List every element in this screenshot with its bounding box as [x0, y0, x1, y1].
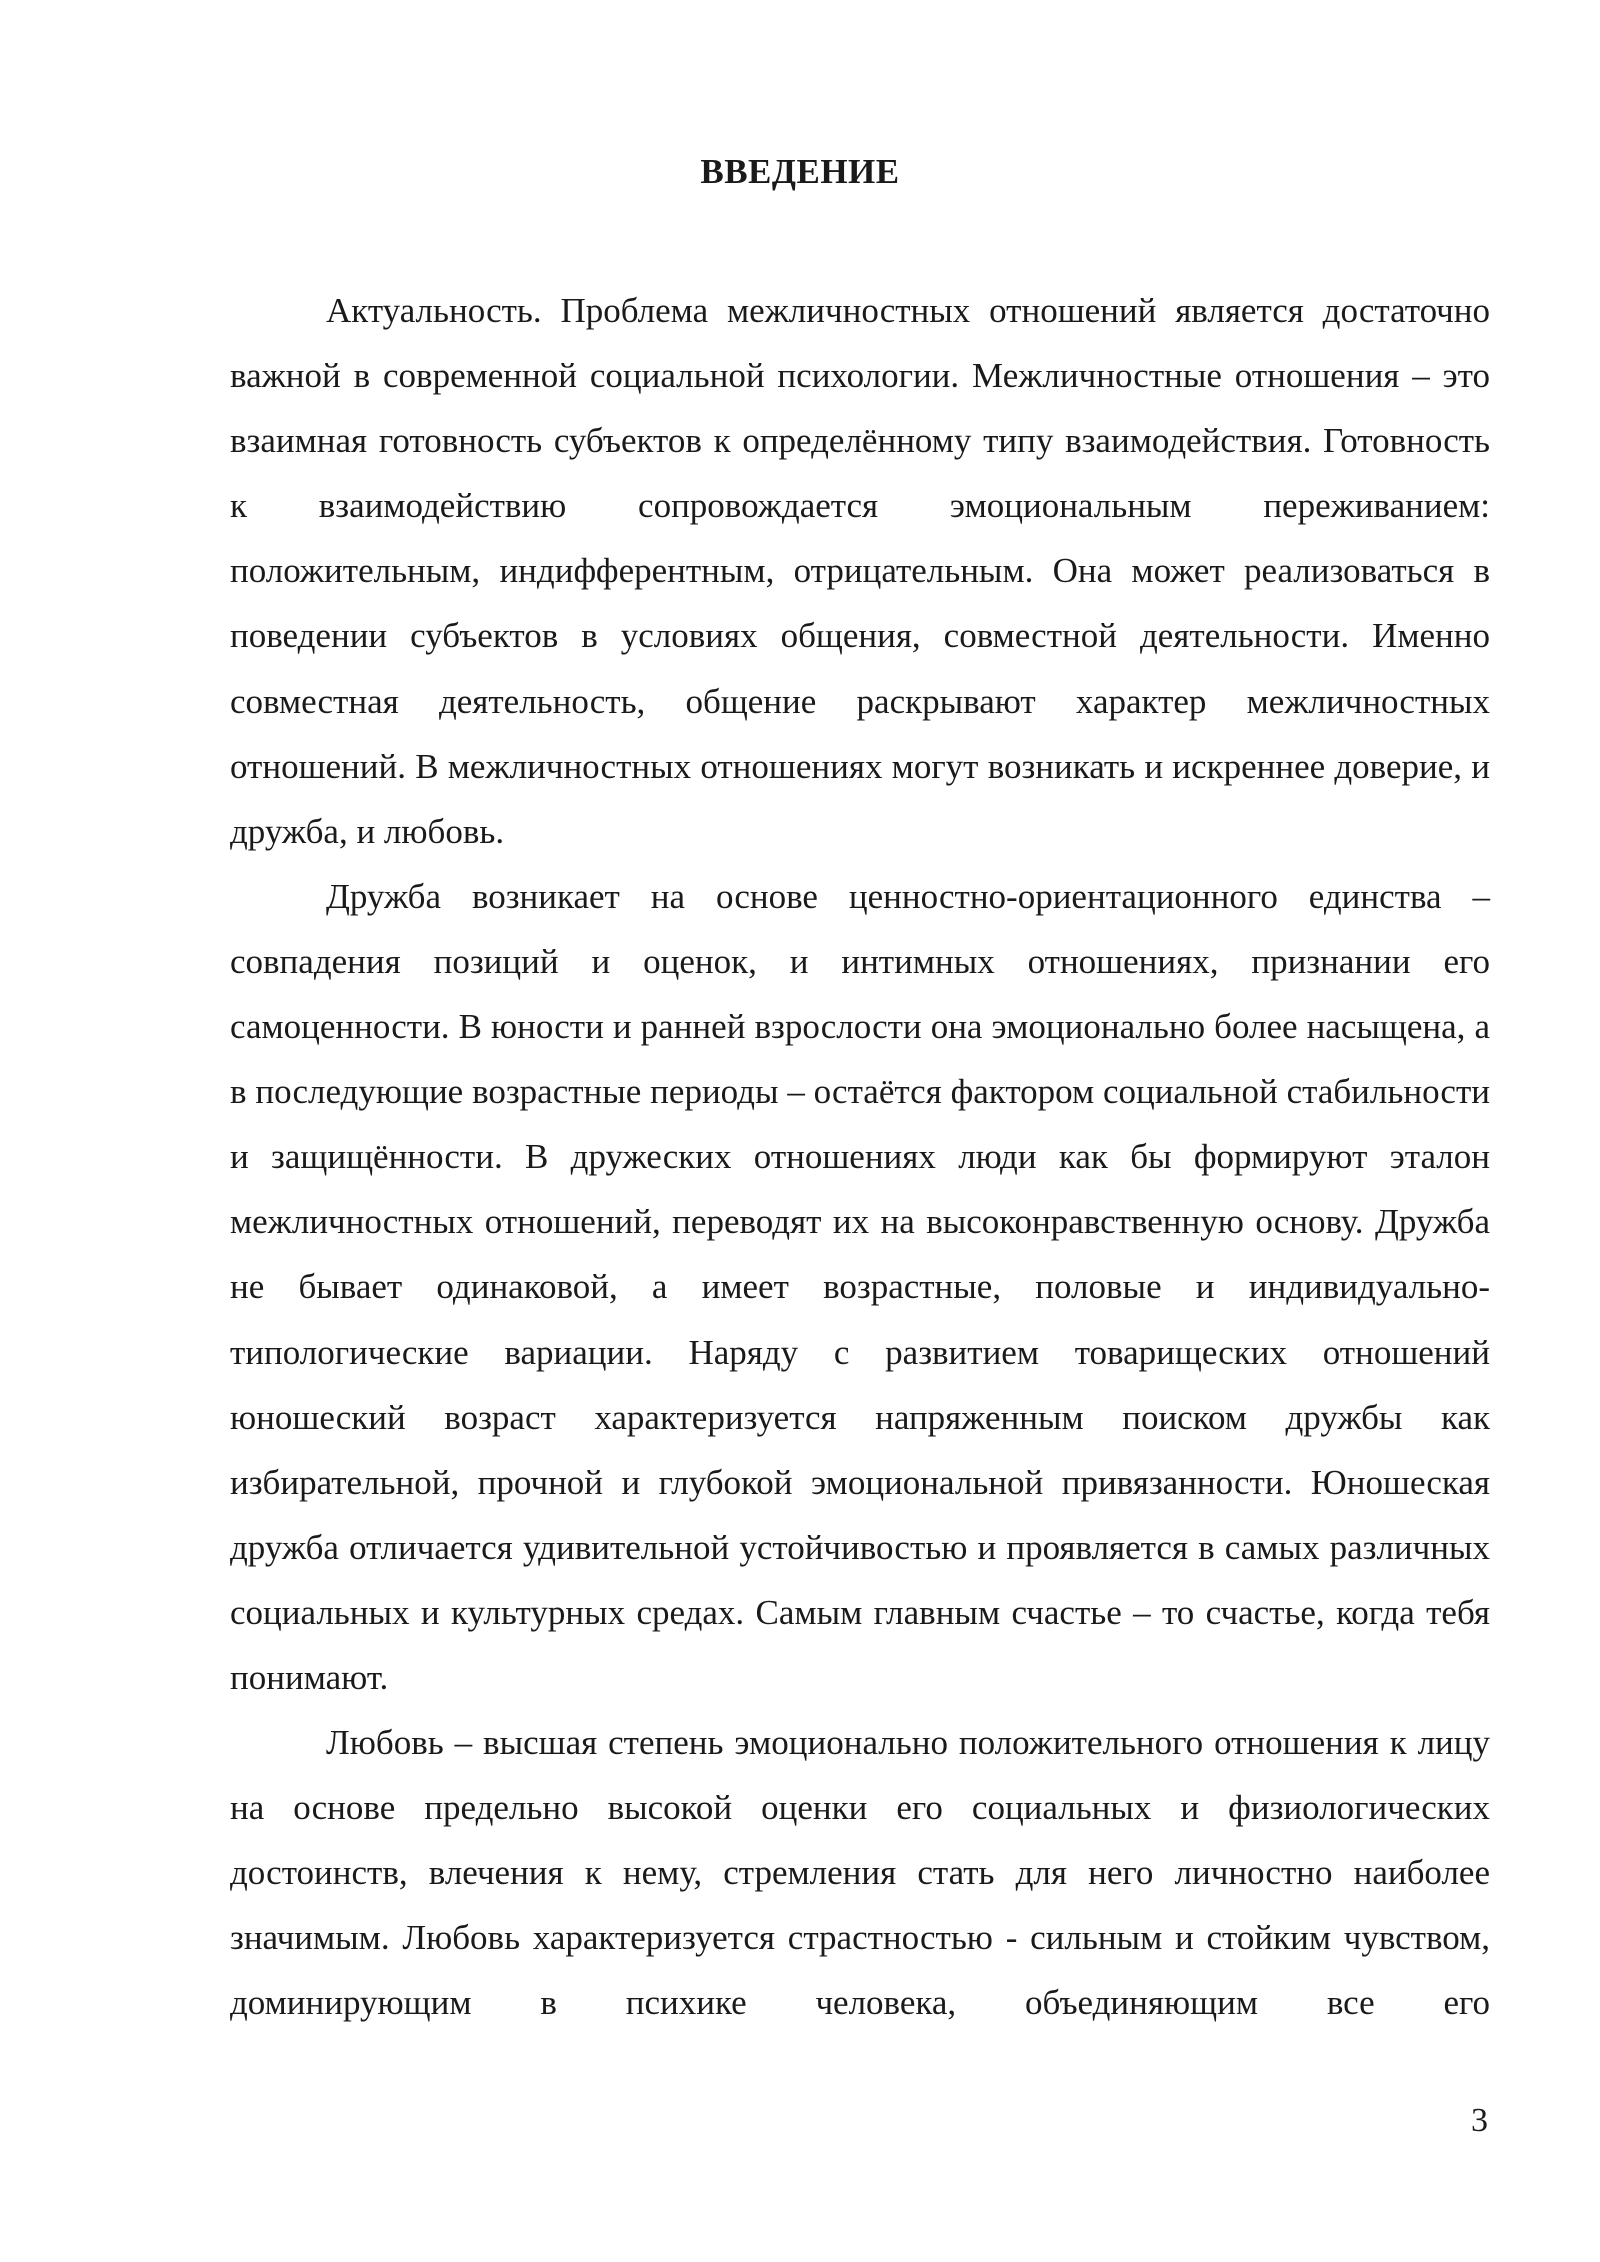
page-number: 3 — [1471, 2102, 1488, 2139]
paragraph-love: Любовь – высшая степень эмоционально положительного отношения к лицу на основе предельно высокой оценки его социальных и физиологических достоинств, влечения к нему, стремления стать для него личностно наиболее значимым. Любовь характеризуется страстностью - сильным и стойким чувством, доминирующим в психике человека, объединяющим все его — [230, 1723, 1490, 2023]
paragraph-friendship: Дружба возникает на основе ценностно-ориентационного единства – совпадения позиций и оценок, и интимных отношениях, признании его самоценности. В юности и ранней взрослости она эмоционально более насыщена, а в последующие возрастные периоды – остаётся фактором социальной стабильности и защищённости. В дружеских отношениях люди как бы формируют эталон межличностных отношений, переводят их на высоконравственную основу. Дружба не бывает одинаковой, а имеет возрастные, половые и индивидуально-типологические вариации. Наряду с развитием товарищеских отношений юношеский возраст характеризуется напряженным поиском дружбы как избирательной, прочной и глубокой эмоциональной привязанности. Юношеская дружба отличается удивительной устойчивостью и проявляется в самых различных социальных и культурных средах. Самым главным счастье – то счастье, когда тебя понимают. — [230, 876, 1490, 1697]
paragraph-relevance: Актуальность. Проблема межличностных отношений является достаточно важной в современной социальной психологии. Межличностные отношения – это взаимная готовность субъектов к определённому типу взаимодействия. Готовность к взаимодействию сопровождается эмоциональным переживанием: положительным, индифферентным, отрицательным. Она может реализоваться в поведении субъектов в условиях общения, совместной деятельности. Именно совместная деятельность, общение раскрывают характер межличностных отношений. В межличностных отношениях могут возникать и искреннее доверие, и дружба, и любовь. — [230, 291, 1490, 851]
body-text — [230, 278, 1490, 2036]
section-heading: ВВЕДЕНИЕ — [700, 152, 900, 191]
